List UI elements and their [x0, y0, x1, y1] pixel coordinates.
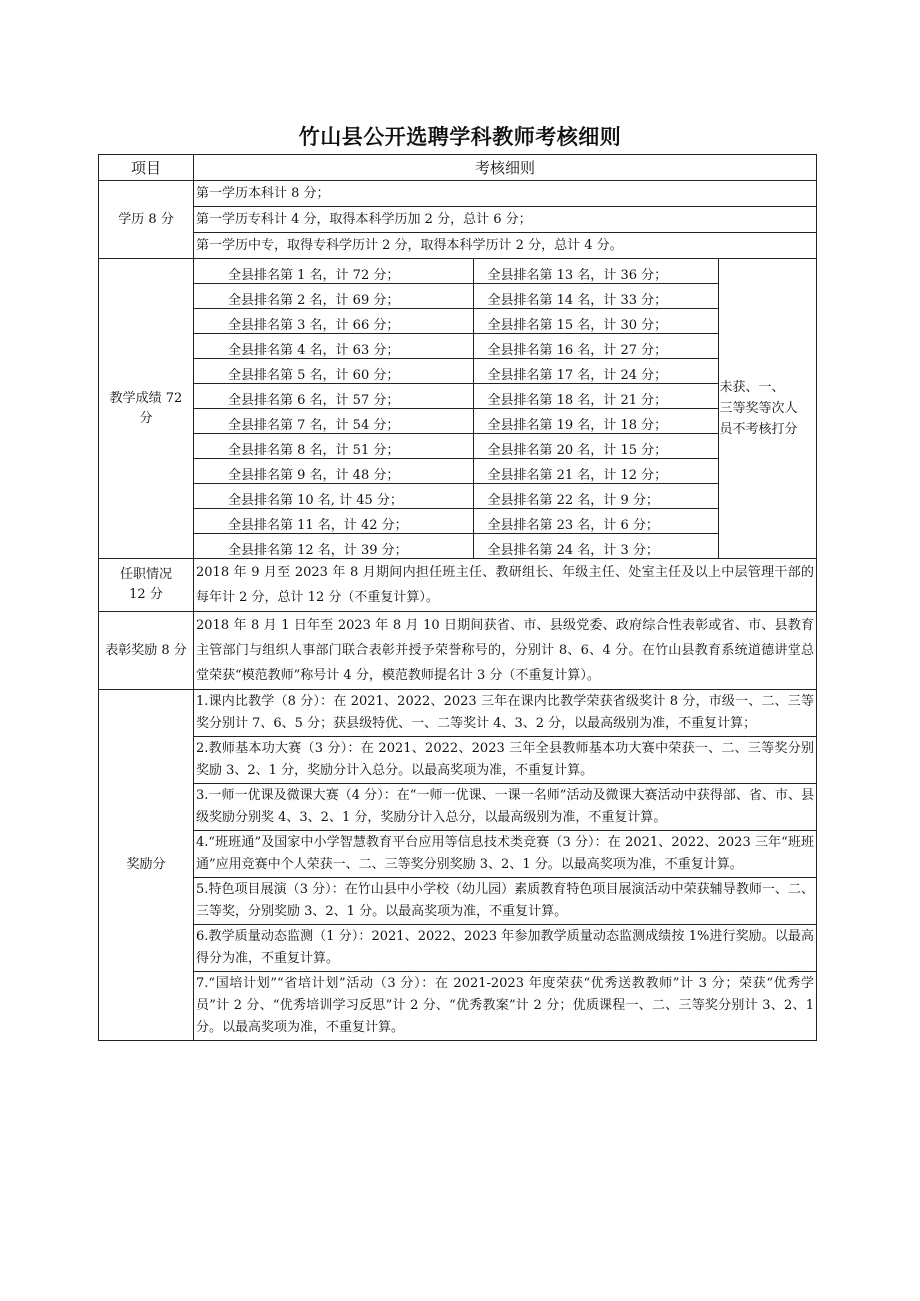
- ranking-cell: 全县排名第 19 名，计 18 分；: [473, 409, 718, 434]
- teaching-note-line: 员不考核打分: [719, 422, 798, 437]
- teaching-criteria: [194, 259, 817, 559]
- education-label: 学历 8 分: [99, 181, 194, 259]
- awards-row: [99, 690, 817, 1041]
- tenure-label-line: 12 分: [129, 587, 163, 602]
- teaching-label-line: 分: [139, 410, 153, 426]
- header-row: [99, 155, 817, 181]
- education-line: 第一学历专科计 4 分，取得本科学历加 2 分，总计 6 分；: [194, 206, 816, 232]
- tenure-row: [99, 559, 817, 612]
- award-item: 1.课内比教学（8 分）：在 2021、2022、2023 三年在课内比教学荣获省级奖计 8 分，市级一、二、三等奖分别计 7、6、5 分；获县级特优、一、二等奖计 4、3、2 分，以最高级别为准，不重复计算；: [196, 694, 814, 731]
- ranking-cell: 全县排名第 6 名，计 57 分；: [194, 384, 473, 409]
- ranking-cell: 全县排名第 5 名，计 60 分；: [194, 359, 473, 384]
- ranking-cell: 全县排名第 23 名，计 6 分；: [473, 509, 718, 534]
- ranking-cell: 全县排名第 13 名，计 36 分；: [473, 259, 718, 284]
- ranking-table: [194, 259, 817, 558]
- ranking-cell: 全县排名第 11 名，计 42 分；: [194, 509, 473, 534]
- ranking-row: [194, 259, 817, 284]
- tenure-label-line: 任职情况: [119, 567, 172, 582]
- ranking-cell: 全县排名第 17 名，计 24 分；: [473, 359, 718, 384]
- award-item: 5.特色项目展演（3 分）：在竹山县中小学校（幼儿园）素质教育特色项目展演活动中荣获辅导教师一、二、三等奖，分别奖励 3、2、1 分。以最高奖项为准，不重复计算。: [194, 877, 816, 924]
- award-item: 6.教学质量动态监测（1 分）：2021、2022、2023 年参加教学质量动态监测成绩按 1%进行奖励。以最高得分为准，不重复计算。: [194, 924, 816, 971]
- education-criteria: [194, 181, 817, 259]
- award-item: 7.“国培计划”“省培计划”活动（3 分）：在 2021-2023 年度荣获“优秀送教教师”计 3 分；荣获“优秀学员”计 2 分、“优秀培训学习反思”计 2 分、“优秀教案”计 2 分；优质课程一、二、三等奖分别计 3、2、1 分。以最高奖项为准，不重复计算。: [194, 971, 816, 1040]
- teaching-note-line: 三等奖等次人: [719, 401, 798, 416]
- awards-criteria: [194, 690, 817, 1041]
- ranking-cell: 全县排名第 24 名，计 3 分；: [473, 534, 718, 559]
- commendation-criteria: [194, 612, 817, 690]
- teaching-label-line: 教学成绩 72: [109, 390, 183, 406]
- teaching-note-line: 未获、一、: [719, 380, 785, 395]
- ranking-cell: 全县排名第 15 名，计 30 分；: [473, 309, 718, 334]
- ranking-cell: 全县排名第 18 名，计 21 分；: [473, 384, 718, 409]
- ranking-cell: 全县排名第 7 名，计 54 分；: [194, 409, 473, 434]
- ranking-cell: 全县排名第 2 名，计 69 分；: [194, 284, 473, 309]
- ranking-cell: 全县排名第 20 名，计 15 分；: [473, 434, 718, 459]
- tenure-text: 2018 年 9 月至 2023 年 8 月期间内担任班主任、教研组长、年级主任、处室主任及以上中层管理干部的每年计 2 分，总计 12 分（不重复计算）。: [196, 565, 814, 605]
- teaching-row: [99, 259, 817, 559]
- ranking-cell: 全县排名第 21 名，计 12 分；: [473, 459, 718, 484]
- ranking-cell: 全县排名第 1 名，计 72 分；: [194, 259, 473, 284]
- education-line: 第一学历中专，取得专科学历计 2 分，取得本科学历计 2 分，总计 4 分。: [194, 232, 816, 258]
- document-title: 竹山县公开选聘学科教师考核细则: [298, 125, 622, 149]
- teaching-note: [718, 259, 817, 558]
- tenure-label: [99, 559, 194, 612]
- teaching-label: [99, 259, 194, 559]
- assessment-table: [98, 154, 817, 1041]
- ranking-cell: 全县排名第 8 名，计 51 分；: [194, 434, 473, 459]
- ranking-cell: 全县排名第 10 名, 计 45 分；: [194, 484, 473, 509]
- ranking-cell: 全县排名第 14 名，计 33 分；: [473, 284, 718, 309]
- ranking-cell: 全县排名第 3 名，计 66 分；: [194, 309, 473, 334]
- ranking-cell: 全县排名第 12 名，计 39 分；: [194, 534, 473, 559]
- tenure-criteria: [194, 559, 817, 612]
- award-item: 2.教师基本功大赛（3 分）：在 2021、2022、2023 三年全县教师基本功大赛中荣获一、二、三等奖分别奖励 3、2、1 分，奖励分计入总分。以最高奖项为准，不重复计算。: [194, 736, 816, 783]
- awards-label: 奖励分: [99, 690, 194, 1041]
- award-item: 3.一师一优课及微课大赛（4 分）：在“一师一优课、一课一名师”活动及微课大赛活动中获得部、省、市、县级奖励分别奖 4、3、2、1 分，奖励分计入总分，以最高级别为准，不重复计算。: [194, 783, 816, 830]
- commendation-row: [99, 612, 817, 690]
- commendation-text: 2018 年 8 月 1 日年至 2023 年 8 月 10 日期间获省、市、县级党委、政府综合性表彰或省、市、县教育主管部门与组织人事部门联合表彰并授予荣誉称号的，分别计 8、6、4 分。在竹山县教育系统道德讲堂总堂荣获“模范教师”称号计 4 分，模范教师提名计 3 分（不重复计算）。: [196, 618, 814, 683]
- ranking-cell: 全县排名第 9 名，计 48 分；: [194, 459, 473, 484]
- header-item: 项目: [99, 155, 194, 181]
- education-row: [99, 181, 817, 259]
- commendation-label: 表彰奖励 8 分: [99, 612, 194, 690]
- ranking-cell: 全县排名第 22 名，计 9 分；: [473, 484, 718, 509]
- award-item: 4.“班班通”及国家中小学智慧教育平台应用等信息技术类竞赛（3 分）：在 2021、2022、2023 三年“班班通”应用竞赛中个人荣获一、二、三等奖分别奖励 3、2、1 分。以最高奖项为准，不重复计算。: [194, 830, 816, 877]
- education-line: 第一学历本科计 8 分；: [196, 186, 330, 201]
- header-criteria: 考核细则: [194, 155, 817, 181]
- ranking-cell: 全县排名第 16 名，计 27 分；: [473, 334, 718, 359]
- ranking-cell: 全县排名第 4 名，计 63 分；: [194, 334, 473, 359]
